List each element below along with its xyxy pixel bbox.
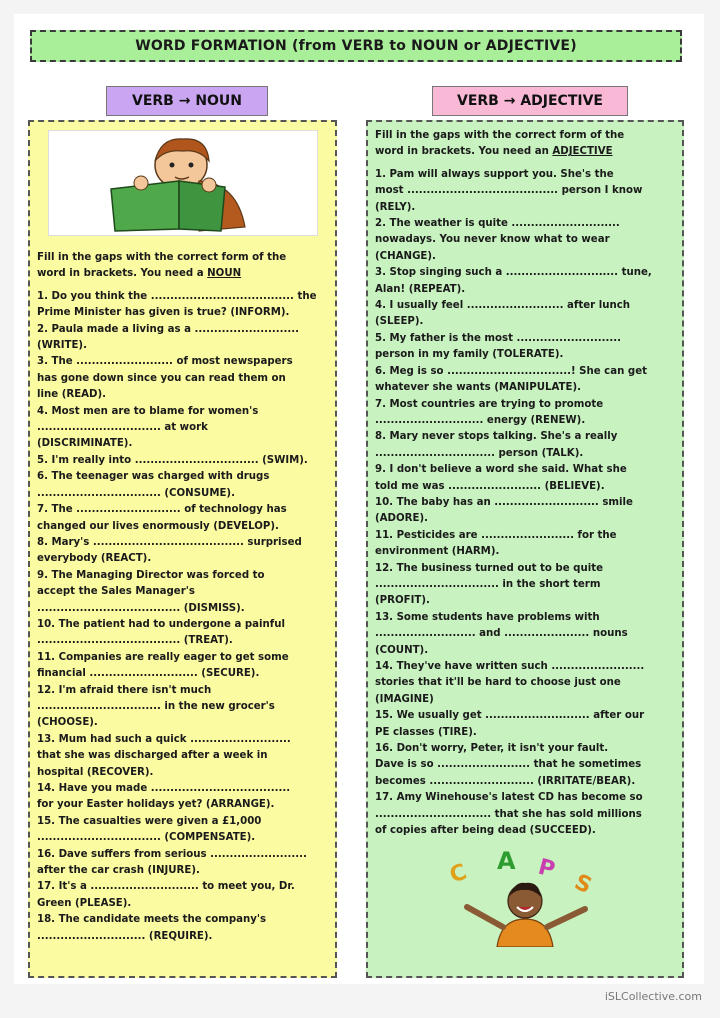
- exercise-line: (IMAGINE): [375, 693, 434, 705]
- exercise-line: told me was ........................ (BELIEVE).: [375, 480, 605, 492]
- instruction-text: word in brackets. You need an: [375, 146, 549, 158]
- exercise-line: for your Easter holidays yet? (ARRANGE).: [37, 799, 275, 811]
- exercise-line: person in my family (TOLERATE).: [375, 349, 564, 361]
- exercise-line: ................................ in the short term: [375, 578, 601, 590]
- exercise-line: (ADORE).: [375, 513, 428, 525]
- exercise-line: stories that it'll be hard to choose just one: [375, 677, 621, 689]
- exercise-line: 5. I'm really into ................................ (SWIM).: [37, 454, 308, 466]
- exercise-line: 7. The ........................... of technology has: [37, 504, 287, 516]
- exercise-line: 14. Have you made ....................................: [37, 783, 291, 794]
- exercise-line: ..................................... (DISMISS).: [37, 602, 245, 614]
- exercise-line: 6. Meg is so ................................! She can get: [375, 365, 647, 377]
- exercise-line: 8. Mary's ....................................... surprised: [37, 536, 302, 548]
- exercise-line: ............................... person (TALK).: [375, 447, 584, 459]
- exercise-line: 16. Dave suffers from serious .........................: [37, 848, 307, 860]
- exercise-line: ..................................... (TREAT).: [37, 635, 233, 647]
- exercise-line: 10. The patient had to undergone a painful: [37, 618, 285, 630]
- instruction-line: [37, 266, 328, 282]
- exercise-line: 11. Companies are really eager to get some: [37, 651, 289, 663]
- exercise-line: Dave is so ........................ that he sometimes: [375, 759, 642, 771]
- letter-a-mark: A: [497, 847, 516, 876]
- exercise-line: PE classes (TIRE).: [375, 726, 477, 738]
- adjective-instructions: [375, 128, 675, 161]
- exercise-line: whatever she wants (MANIPULATE).: [375, 382, 581, 394]
- noun-section-heading: VERB → NOUN: [106, 86, 268, 116]
- exercise-line: (DISCRIMINATE).: [37, 438, 133, 450]
- exercise-line: 14. They've have written such ........................: [375, 661, 645, 672]
- adjective-section-heading: VERB → ADJECTIVE: [432, 86, 628, 116]
- exercise-line: 3. Stop singing such a ............................. tune,: [375, 267, 652, 279]
- exercise-line: 2. The weather is quite ............................: [375, 218, 620, 230]
- exercise-line: accept the Sales Manager's: [37, 586, 195, 598]
- exercise-line: becomes ........................... (IRRITATE/BEAR).: [375, 775, 636, 787]
- exercise-line: 17. Amy Winehouse's latest CD has become so: [375, 792, 643, 804]
- exercise-line: (PROFIT).: [375, 595, 430, 607]
- exercise-line: line (READ).: [37, 389, 107, 401]
- boy-reading-book-icon: [48, 130, 318, 236]
- exercise-line: 8. Mary never stops talking. She's a really: [375, 431, 618, 443]
- exercise-line: hospital (RECOVER).: [37, 766, 154, 778]
- exercise-line: ................................ (CONSUME).: [37, 487, 235, 499]
- exercise-line: Alan! (REPEAT).: [375, 283, 466, 295]
- exercise-line: 15. The casualties were given a £1,000: [37, 815, 262, 827]
- letter-s-mark: S: [570, 870, 596, 900]
- exercise-line: has gone down since you can read them on: [37, 372, 286, 384]
- exercise-line: (SLEEP).: [375, 316, 424, 328]
- exercise-line: nowadays. You never know what to wear: [375, 234, 610, 246]
- exercise-line: 12. I'm afraid there isn't much: [37, 684, 212, 696]
- exercise-line: of copies after being dead (SUCCEED).: [375, 825, 596, 837]
- exercise-line: 16. Don't worry, Peter, it isn't your fault.: [375, 743, 609, 755]
- exercise-line: 17. It's a ............................ to meet you, Dr.: [37, 881, 295, 893]
- exercise-line: (COUNT).: [375, 644, 429, 656]
- exercise-line: 13. Some students have problems with: [375, 611, 600, 623]
- exercise-line: 2. Paula made a living as a ...........................: [37, 323, 300, 335]
- exercise-line: financial ............................ (SECURE).: [37, 668, 260, 680]
- exercise-line: 10. The baby has an ........................... smile: [375, 496, 633, 508]
- noun-exercise-panel: [28, 120, 337, 978]
- exercise-line: 5. My father is the most ...........................: [375, 332, 622, 344]
- exercise-line: .......................... and ...................... nouns: [375, 628, 628, 640]
- exercise-line: 11. Pesticides are ........................ for the: [375, 529, 617, 541]
- exercise-line: ............................ (REQUIRE).: [37, 930, 213, 942]
- exercise-line: (RELY).: [375, 201, 416, 213]
- exercise-line: most ....................................... person I know: [375, 185, 643, 197]
- exercise-line: (CHANGE).: [375, 250, 436, 262]
- exercise-line: ................................ in the new grocer's: [37, 700, 275, 712]
- exercise-line: Green (PLEASE).: [37, 897, 132, 909]
- letter-c-mark: C: [446, 860, 471, 890]
- adjective-keyword: ADJECTIVE: [552, 146, 613, 158]
- exercise-line: (CHOOSE).: [37, 717, 98, 729]
- instruction-line: [375, 144, 675, 160]
- exercise-line: 1. Pam will always support you. She's the: [375, 168, 614, 180]
- worksheet-title: WORD FORMATION (from VERB to NOUN or ADJECTIVE): [30, 30, 682, 62]
- exercise-line: ................................ at work: [37, 422, 208, 434]
- instruction-text: word in brackets. You need a: [37, 268, 204, 280]
- exercise-line: environment (HARM).: [375, 546, 500, 558]
- exercise-line: 1. Do you think the ..................................... the: [37, 290, 317, 302]
- adjective-exercise-panel: [366, 120, 684, 978]
- exercise-line: 12. The business turned out to be quite: [375, 562, 603, 574]
- letter-p-mark: P: [535, 855, 558, 884]
- site-watermark: iSLCollective.com: [604, 990, 702, 1003]
- exercise-line: 4. I usually feel ......................... after lunch: [375, 300, 630, 312]
- exercise-line: 6. The teenager was charged with drugs: [37, 471, 270, 483]
- exercise-line: ................................ (COMPENSATE).: [37, 832, 256, 844]
- exercise-line: 3. The ......................... of most newspapers: [37, 356, 293, 368]
- exercise-line: .............................. that she has sold millions: [375, 808, 642, 820]
- exercise-line: 4. Most men are to blame for women's: [37, 405, 259, 417]
- instruction-line: Fill in the gaps with the correct form of the: [375, 130, 625, 141]
- exercise-line: 9. I don't believe a word she said. What she: [375, 464, 627, 476]
- instruction-line: Fill in the gaps with the correct form of the: [37, 252, 287, 263]
- exercise-line: everybody (REACT).: [37, 553, 152, 565]
- exercise-line: 9. The Managing Director was forced to: [37, 569, 265, 581]
- noun-keyword: NOUN: [207, 268, 242, 280]
- exercise-line: 15. We usually get ........................... after our: [375, 710, 645, 722]
- exercise-line: 13. Mum had such a quick ..........................: [37, 733, 291, 745]
- exercise-line: 18. The candidate meets the company's: [37, 914, 267, 926]
- exercise-line: 7. Most countries are trying to promote: [375, 398, 604, 410]
- exercise-line: Prime Minister has given is true? (INFORM).: [37, 307, 290, 319]
- noun-instructions: [37, 250, 328, 283]
- adjective-exercise-list: [375, 167, 675, 840]
- exercise-line: changed our lives enormously (DEVELOP).: [37, 520, 279, 532]
- exercise-line: that she was discharged after a week in: [37, 750, 268, 762]
- boy-juggling-letters-icon: [445, 843, 605, 947]
- noun-exercise-list: [37, 289, 328, 945]
- exercise-line: ............................ energy (RENEW).: [375, 414, 586, 426]
- exercise-line: (WRITE).: [37, 340, 87, 352]
- exercise-line: after the car crash (INJURE).: [37, 865, 200, 877]
